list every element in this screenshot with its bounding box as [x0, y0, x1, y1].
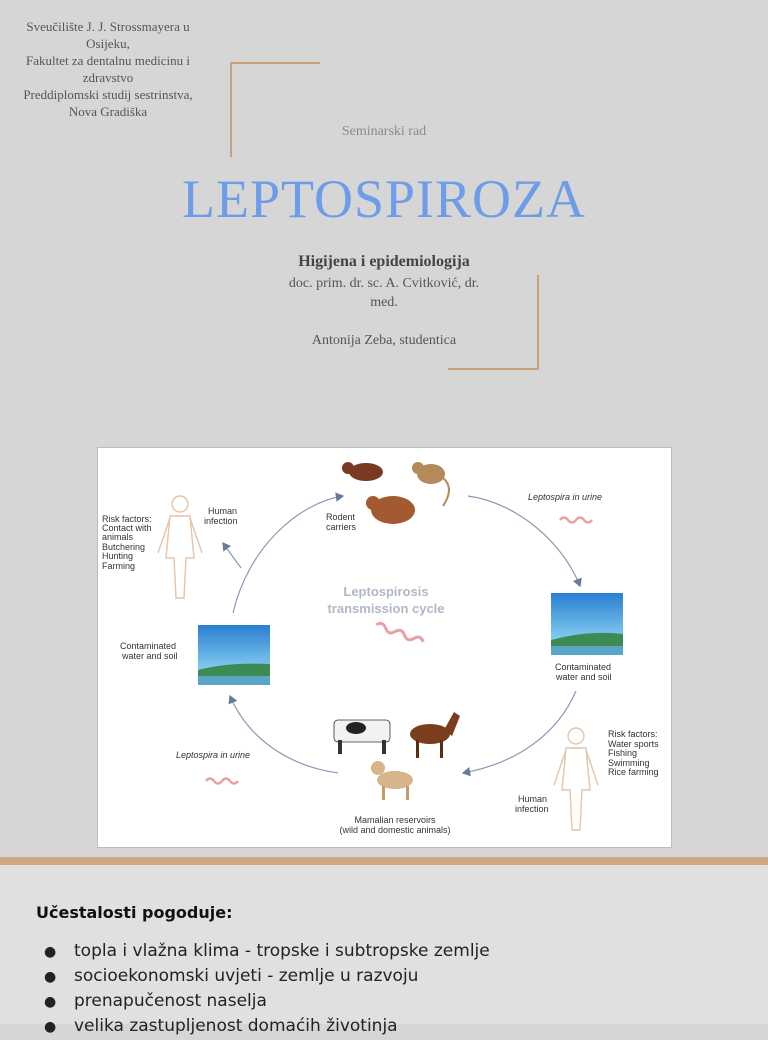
- bullet-icon: ●: [44, 969, 57, 985]
- mammal-label-line2: (wild and domestic animals): [339, 825, 451, 835]
- human-figure-top-icon: [158, 496, 202, 598]
- cycle-arrow-bottom-right: [463, 691, 576, 773]
- institution-line: Preddiplomski studij sestrinstva,: [23, 87, 193, 102]
- rodent-label-line2: carriers: [326, 522, 357, 532]
- institution-line: Nova Gradiška: [68, 104, 148, 119]
- risk-right-line: Fishing: [608, 748, 638, 758]
- risk-factors-left: [102, 514, 152, 571]
- cycle-arrow-top-right: [468, 496, 580, 586]
- cycle-title-line2: transmission cycle: [327, 601, 445, 616]
- risk-left-line: Risk factors:: [102, 514, 152, 524]
- risk-right-line: Swimming: [608, 758, 650, 768]
- water-right-line1: Contaminated: [555, 662, 612, 672]
- human-infection-bottom-line1: Human: [518, 794, 548, 804]
- water-left-line1: Contaminated: [120, 641, 177, 651]
- water-soil-left-image: [198, 625, 270, 685]
- list-item-text: velika zastupljenost domaćih životinja: [74, 1016, 398, 1036]
- transmission-cycle-figure: [97, 447, 672, 848]
- rodent-label-line1: Rodent: [326, 512, 356, 522]
- institution-line: Sveučilište J. J. Strossmayera u: [26, 19, 190, 34]
- institution-line: zdravstvo: [82, 70, 134, 85]
- subject-name: Higijena i epidemiologija: [298, 253, 470, 270]
- mammal-label-line1: Mamalian reservoirs: [354, 815, 436, 825]
- mentor-block: [262, 274, 506, 312]
- human-infection-top-line1: Human: [208, 506, 238, 516]
- leptospira-left-icon: [206, 779, 238, 784]
- list-item-text: topla i vlažna klima - tropske i subtropske zemlje: [74, 941, 490, 961]
- institution-line: Fakultet za dentalnu medicinu i: [26, 53, 190, 68]
- urine-label-left: Leptospira in urine: [176, 750, 251, 760]
- list-item-text: prenapučenost naselja: [74, 991, 267, 1011]
- cycle-arrow-bottom-left: [230, 696, 338, 773]
- leptospira-center-icon: [375, 622, 424, 645]
- mammal-reservoir-icon: [334, 712, 460, 800]
- list-item: [44, 989, 490, 1014]
- section-heading: Učestalosti pogoduje:: [36, 903, 233, 922]
- section-divider: [0, 857, 768, 865]
- bullet-list: [44, 939, 490, 1039]
- human-infection-top-line2: infection: [204, 516, 238, 526]
- frame-bottom-vertical: [537, 275, 539, 370]
- bullet-icon: ●: [44, 944, 57, 960]
- risk-right-line: Water sports: [608, 739, 659, 749]
- institution-line: Osijeku,: [86, 36, 130, 51]
- student-name: Antonija Zeba, studentica: [311, 333, 457, 348]
- urine-label-top: Leptospira in urine: [528, 492, 603, 502]
- frame-top-horizontal: [230, 62, 320, 64]
- institution-block: [8, 18, 208, 120]
- water-left-line2: water and soil: [122, 651, 178, 661]
- risk-right-line: Rice farming: [608, 767, 659, 777]
- bullet-icon: ●: [44, 994, 57, 1010]
- page-title: LEPTOSPIROZA: [181, 169, 587, 229]
- risk-left-line: Hunting: [102, 551, 134, 561]
- infection-arrow-top: [223, 543, 241, 568]
- risk-left-line: Contact with: [102, 523, 152, 533]
- risk-right-line: Risk factors:: [608, 729, 658, 739]
- risk-factors-right: [608, 729, 659, 777]
- list-item: [44, 939, 490, 964]
- human-figure-bottom-icon: [554, 728, 598, 830]
- leptospira-top-icon: [560, 518, 592, 523]
- water-right-line2: water and soil: [556, 672, 612, 682]
- risk-left-line: Butchering: [102, 542, 146, 552]
- rodent-icon: [342, 462, 449, 524]
- seminar-label: Seminarski rad: [341, 124, 427, 139]
- frame-bottom-horizontal: [448, 368, 539, 370]
- risk-left-line: Farming: [102, 561, 136, 571]
- water-soil-right-image: [551, 593, 623, 655]
- list-item: [44, 964, 490, 989]
- risk-left-line: animals: [102, 532, 134, 542]
- bullet-icon: ●: [44, 1019, 57, 1035]
- list-item-text: socioekonomski uvjeti - zemlje u razvoju: [74, 966, 419, 986]
- list-item: [44, 1014, 490, 1039]
- mentor-line: med.: [370, 295, 398, 310]
- cycle-title-line1: Leptospirosis: [343, 584, 429, 599]
- mentor-line: doc. prim. dr. sc. A. Cvitković, dr.: [288, 276, 480, 291]
- frame-top-vertical: [230, 62, 232, 157]
- human-infection-bottom-line2: infection: [515, 804, 549, 814]
